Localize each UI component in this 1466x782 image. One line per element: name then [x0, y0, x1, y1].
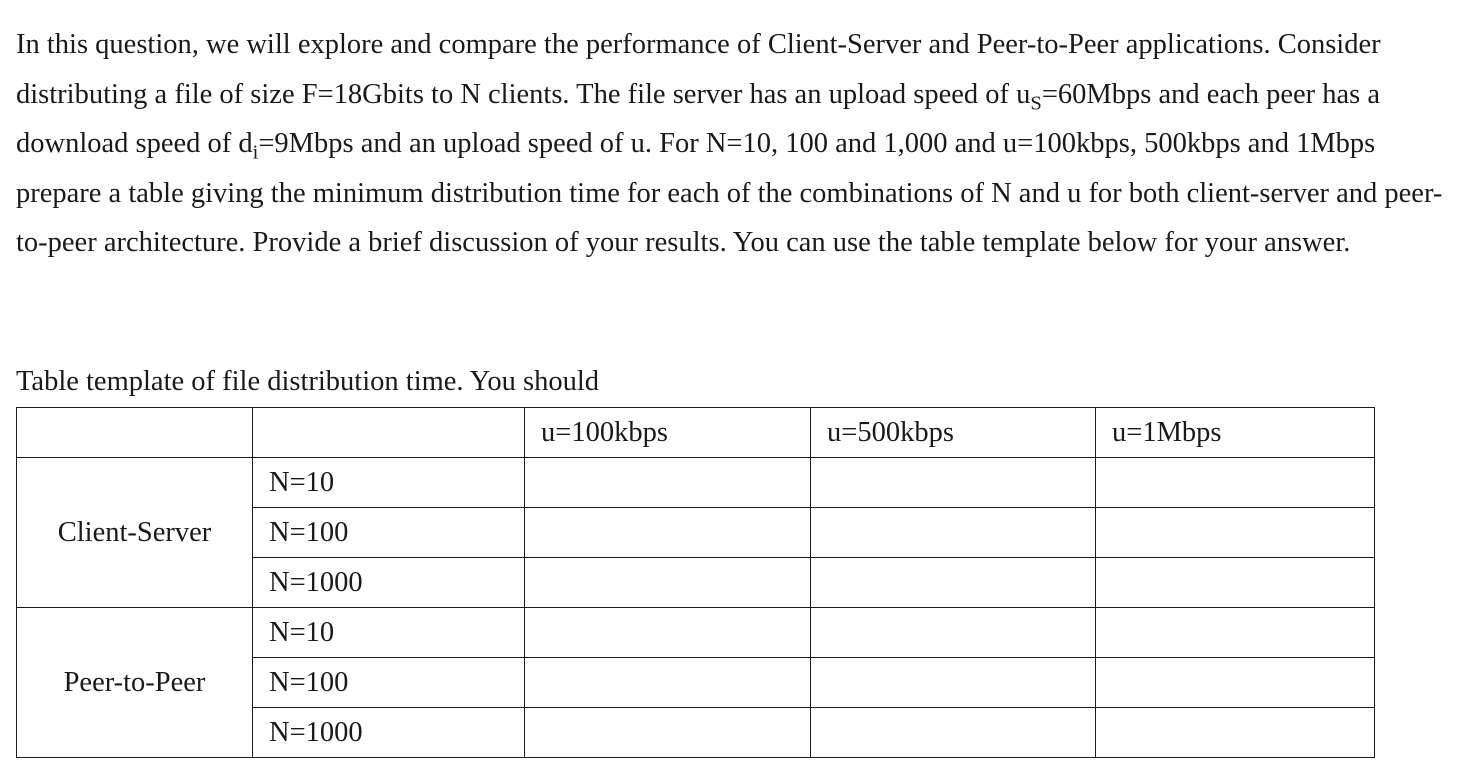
answer-cell[interactable]	[811, 458, 1096, 508]
answer-cell[interactable]	[525, 458, 811, 508]
answer-cell[interactable]	[811, 658, 1096, 708]
answer-cell[interactable]	[525, 658, 811, 708]
row-label: N=1000	[253, 708, 525, 758]
answer-cell[interactable]	[1096, 608, 1375, 658]
row-label: N=10	[253, 458, 525, 508]
row-label: N=100	[253, 508, 525, 558]
column-header-u1mbps: u=1Mbps	[1096, 408, 1375, 458]
answer-cell[interactable]	[525, 558, 811, 608]
group-label-client-server: Client-Server	[17, 458, 253, 608]
answer-cell[interactable]	[1096, 458, 1375, 508]
column-header-u500kbps: u=500kbps	[811, 408, 1096, 458]
answer-cell[interactable]	[1096, 708, 1375, 758]
answer-cell[interactable]	[811, 558, 1096, 608]
corner-cell	[253, 408, 525, 458]
column-header-u100kbps: u=100kbps	[525, 408, 811, 458]
row-label: N=10	[253, 608, 525, 658]
answer-cell[interactable]	[525, 708, 811, 758]
question-rest: =9Mbps and an upload speed of u. For N=10, 100 and 1,000 and u=100kbps, 500kbps and 1Mbps prepare a table giving the minimum distribution time for each of the combinations of N and u for both client-server and peer-to-peer architecture. Provide a brief discussion of your results. You can use the table template below for your answer.	[16, 128, 1443, 258]
download-subscript: i	[252, 141, 259, 164]
answer-cell[interactable]	[1096, 508, 1375, 558]
table-row	[17, 458, 1375, 508]
distribution-time-table	[16, 407, 1375, 758]
answer-cell[interactable]	[525, 608, 811, 658]
answer-cell[interactable]	[811, 708, 1096, 758]
table-header-row	[17, 408, 1375, 458]
answer-cell[interactable]	[1096, 558, 1375, 608]
server-speed-subscript: S	[1030, 92, 1042, 115]
answer-cell[interactable]	[525, 508, 811, 558]
corner-cell	[17, 408, 253, 458]
question-text	[16, 20, 1456, 268]
row-label: N=100	[253, 658, 525, 708]
table-caption: Table template of file distribution time. You should	[16, 366, 599, 397]
row-label: N=1000	[253, 558, 525, 608]
answer-cell[interactable]	[1096, 658, 1375, 708]
group-label-peer-to-peer: Peer-to-Peer	[17, 608, 253, 758]
answer-cell[interactable]	[811, 508, 1096, 558]
question-intro: In this question, we will explore and compare the performance of Client-Server and Peer-to-Peer applications. Consider distributing a file of size F=18Gbits to N clients. The file server has an upload speed of u	[16, 29, 1381, 110]
question-server-speed: =60Mbps and each peer has a download speed of d	[16, 78, 1381, 159]
answer-cell[interactable]	[811, 608, 1096, 658]
table-row	[17, 608, 1375, 658]
